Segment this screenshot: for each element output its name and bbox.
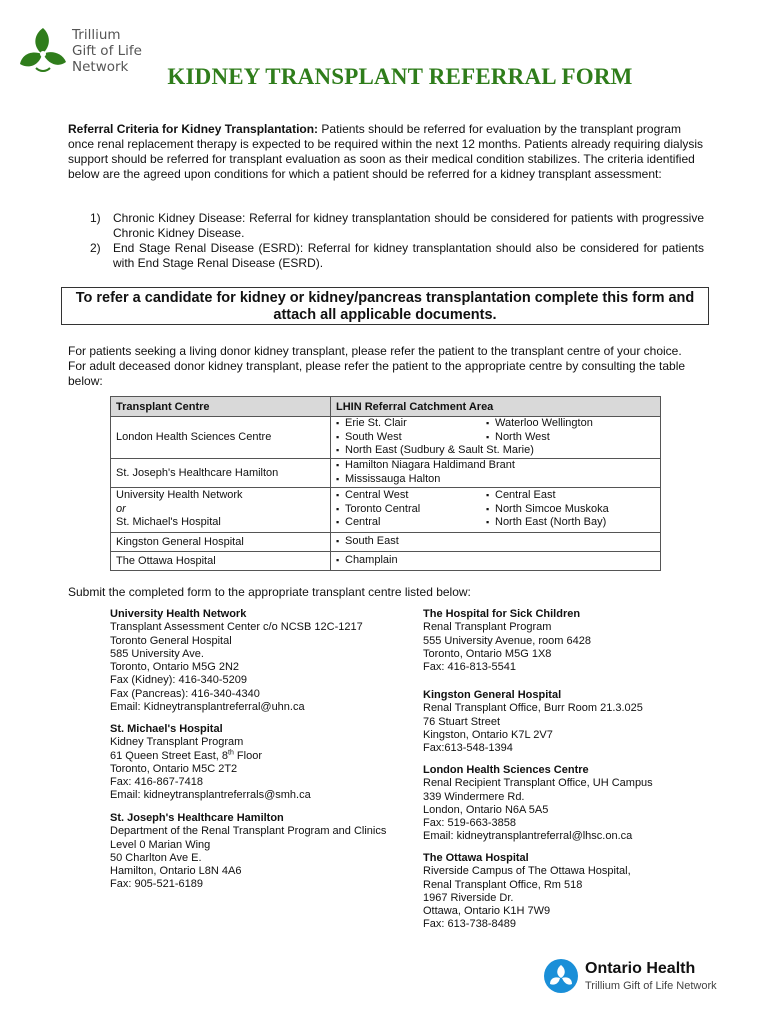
address-sickkids: The Hospital for Sick Children Renal Transplant Program 555 University Avenue, room 6428 Toronto, Ontario M5G 1X8 Fax: 416-813-5541 (423, 608, 591, 674)
table-row (111, 417, 661, 459)
table-header: Transplant Centre (111, 397, 331, 417)
table-cell: ▪ Erie St. Clair ▪ South West ▪ Waterloo Wellington ▪ North West ▪ North East (Sudbury & Sault St. Marie) (331, 417, 661, 459)
tgln-wordmark: Trillium Gift of Life Network (72, 27, 142, 75)
table-row (111, 487, 661, 532)
table-cell: ▪ Hamilton Niagara Haldimand Brant ▪ Mississauga Halton (331, 458, 661, 487)
submit-instructions: Submit the completed form to the appropriate transplant centre listed below: (68, 585, 471, 599)
address-stjoe: St. Joseph's Healthcare Hamilton Department of the Renal Transplant Program and Clinics Level 0 Marian Wing 50 Charlton Ave E. Hamilton, Ontario L8N 4A6 Fax: 905-521-6189 (110, 812, 387, 891)
address-uhn: University Health Network Transplant Assessment Center c/o NCSB 12C-1217 Toronto General Hospital 585 University Ave. Toronto, Ontario M5G 2N2 Fax (Kidney): 416-340-5209 Fax (Pancreas): 416-340-4340 Email: Kidneytransplantreferral@uhn.ca (110, 608, 363, 714)
address-kgh: Kingston General Hospital Renal Transplant Office, Burr Room 21.3.025 76 Stuart Street Kingston, Ontario K7L 2V7 Fax:613-548-1394 (423, 689, 643, 755)
table-row (111, 458, 661, 487)
table-cell: Kingston General Hospital (111, 532, 331, 551)
referral-criteria (68, 122, 704, 182)
criteria-list (68, 211, 704, 271)
ontario-health-logo (543, 958, 743, 998)
address-smh: St. Michael's Hospital Kidney Transplant Program 61 Queen Street East, 8th Floor Toronto, Ontario M5C 2T2 Fax: 416-867-7418 Email: kidneytransplantreferrals@smh.ca (110, 723, 311, 802)
ontario-health-subtitle: Trillium Gift of Life Network (585, 980, 717, 992)
table-cell: ▪ Champlain (331, 551, 661, 570)
instruction-callout: To refer a candidate for kidney or kidney/pancreas transplantation complete this form and attach all applicable documents. (61, 287, 709, 325)
table-cell: The Ottawa Hospital (111, 551, 331, 570)
ontario-health-name: Ontario Health (585, 960, 696, 977)
address-toh: The Ottawa Hospital Riverside Campus of The Ottawa Hospital, Renal Transplant Office, Rm 518 1967 Riverside Dr. Ottawa, Ontario K1H 7W9 Fax: 613-738-8489 (423, 852, 631, 931)
address-lhsc: London Health Sciences Centre Renal Recipient Transplant Office, UH Campus 339 Windermere Rd. London, Ontario N6A 5A5 Fax: 519-663-3858 Email: kidneytransplantreferral@lhsc.on.ca (423, 764, 653, 843)
table-header: LHIN Referral Catchment Area (331, 397, 661, 417)
form-title: KIDNEY TRANSPLANT REFERRAL FORM (167, 64, 633, 89)
criteria-label: Referral Criteria for Kidney Transplantation: (68, 122, 319, 136)
table-row (111, 551, 661, 570)
table-cell: London Health Sciences Centre (111, 417, 331, 459)
catchment-table (110, 396, 661, 571)
criteria-item: 1) Chronic Kidney Disease: Referral for kidney transplantation should be considered for patients with progressive Chronic Kidney Disease. (90, 211, 704, 240)
criteria-item: 2) End Stage Renal Disease (ESRD): Referral for kidney transplantation should also be considered for patients with End Stage Renal Disease (ESRD). (90, 241, 704, 270)
table-cell: ▪ South East (331, 532, 661, 551)
table-header-row (111, 397, 661, 417)
criteria-text: Patients should be referred for evaluation by the transplant program once renal replacement therapy is expected to be required within the next 12 months. Patients already requiring dialysis support should be referred for transplant evaluation as soon as their medical condition stabilizes. The criteria identified below are the agreed upon conditions for which a patient should be referred for a kidney transplant assessment: (68, 122, 704, 181)
table-cell: University Health Network or St. Michael's Hospital (111, 487, 331, 532)
table-cell: ▪ Central West ▪ Toronto Central ▪ Central ▪ Central East ▪ North Simcoe Muskoka ▪ North East (North Bay) (331, 487, 661, 532)
table-row (111, 532, 661, 551)
ontario-health-icon (543, 958, 579, 994)
table-cell: St. Joseph's Healthcare Hamilton (111, 458, 331, 487)
intro-paragraph: For patients seeking a living donor kidney transplant, please refer the patient to the transplant centre of your choice. For adult deceased donor kidney transplant, please refer the patient to the appropriate centre by consulting the table below: (68, 344, 686, 388)
